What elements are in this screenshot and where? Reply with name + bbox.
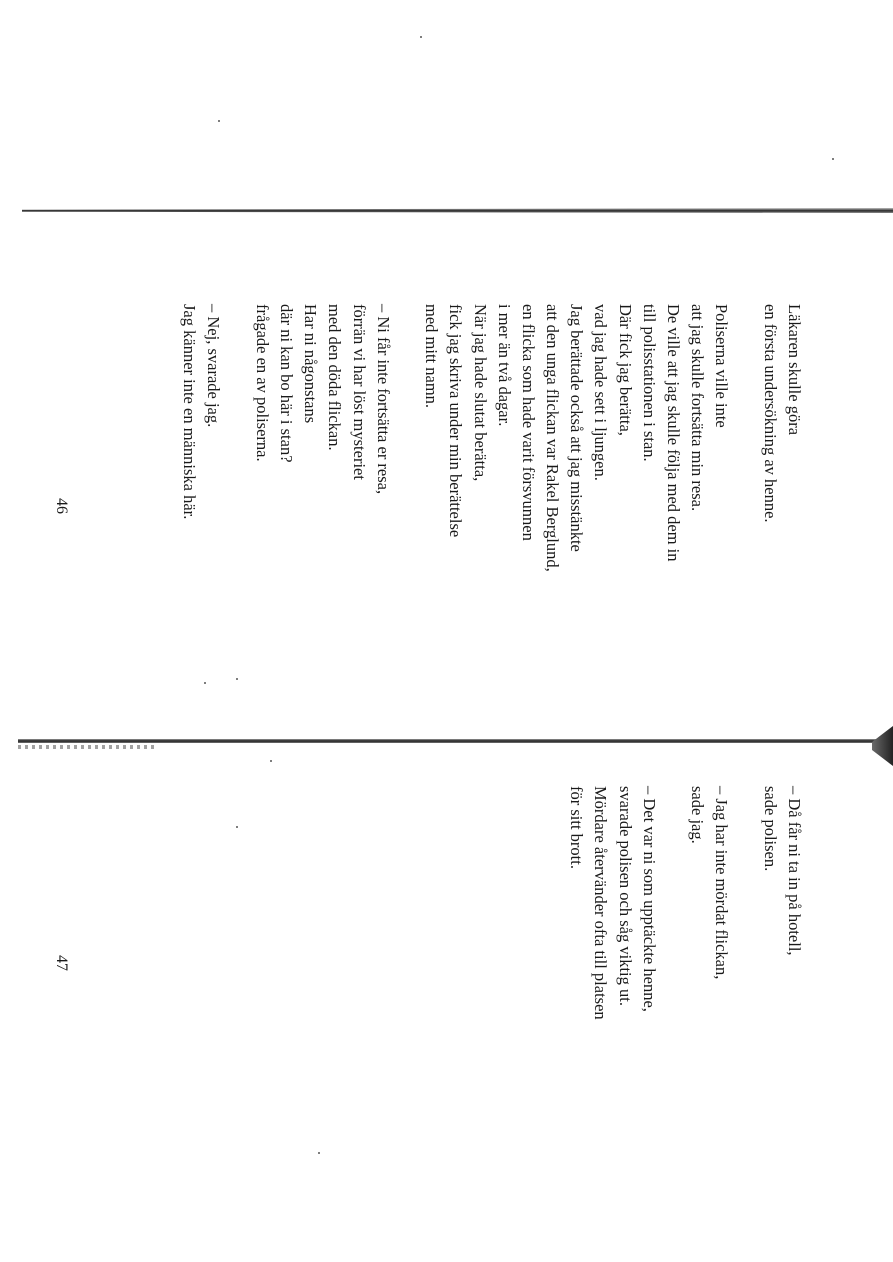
- text-line: svarade polisen och såg viktig ut.: [615, 786, 635, 1006]
- scan-speck: [218, 120, 220, 122]
- text-line: Poliserna ville inte: [712, 304, 732, 428]
- text-line: – Nej, svarade jag.: [204, 304, 224, 428]
- text-line: där ni kan bo här i stan?: [277, 304, 297, 463]
- text-line: Där fick jag berätta,: [615, 304, 635, 436]
- text-line: till polisstationen i stan.: [639, 304, 659, 462]
- scan-speck: [318, 1152, 320, 1154]
- text-line: – Ni får inte fortsätta er resa,: [373, 304, 393, 495]
- text-line: Har ni någonstans: [301, 304, 321, 424]
- paragraph-gap: [395, 304, 419, 572]
- text-line: att den unga flickan var Rakel Berglund,: [543, 304, 563, 572]
- page-fold-wedge: [872, 726, 893, 766]
- text-line: – Då får ni ta in på hotell,: [785, 786, 804, 956]
- paragraph-gap: [733, 304, 757, 572]
- text-line: De ville att jag skulle följa med dem in: [664, 304, 684, 562]
- page-number: 46: [53, 498, 70, 514]
- text-line: sade polisen.: [760, 786, 780, 872]
- paragraph-gap: [733, 786, 757, 1020]
- text-line: Jag känner inte en människa här.: [180, 304, 200, 520]
- text-line: en första undersökning av henne.: [760, 304, 780, 523]
- scan-speck: [204, 682, 206, 684]
- page-fold-shadow-middle: [18, 739, 876, 743]
- scan-speck: [420, 36, 422, 38]
- text-line: för sitt brott.: [567, 786, 587, 869]
- scan-speck: [270, 760, 272, 762]
- text-line: förrän vi har löst mysteriet: [349, 304, 369, 480]
- text-line: en flicka som hade varit försvunnen: [518, 304, 538, 541]
- page-46-text: [177, 304, 806, 572]
- text-line: vad jag hade sett i ljungen.: [591, 304, 611, 481]
- scan-speck: [236, 678, 238, 680]
- paragraph-gap: [661, 786, 685, 1020]
- text-line: När jag hade slutat berätta,: [470, 304, 490, 482]
- page-fold-shadow-top: [22, 208, 893, 213]
- text-line: frågade en av poliserna.: [252, 304, 272, 462]
- text-line: – Det var ni som upptäckte henne,: [639, 786, 659, 1012]
- text-line: fick jag skriva under min berättelse: [446, 304, 466, 538]
- text-line: Jag berättade också att jag misstänkte: [567, 304, 587, 552]
- text-line: Mördare återvänder ofta till platsen: [591, 786, 611, 1020]
- text-line: sade jag.: [688, 786, 708, 844]
- page-47-text: [564, 786, 806, 1020]
- text-line: Läkaren skulle göra: [785, 304, 804, 436]
- scan-speck: [236, 826, 238, 828]
- paragraph-gap: [226, 304, 250, 572]
- text-line: i mer än två dagar.: [494, 304, 514, 427]
- text-line: – Jag har inte mördat flickan,: [712, 786, 732, 980]
- text-line: att jag skulle fortsätta min resa.: [688, 304, 708, 512]
- text-line: med mitt namn.: [422, 304, 442, 409]
- scan-noise: [18, 745, 158, 749]
- scan-speck: [832, 158, 834, 160]
- text-line: med den döda flickan.: [325, 304, 345, 451]
- page-number: 47: [53, 955, 70, 971]
